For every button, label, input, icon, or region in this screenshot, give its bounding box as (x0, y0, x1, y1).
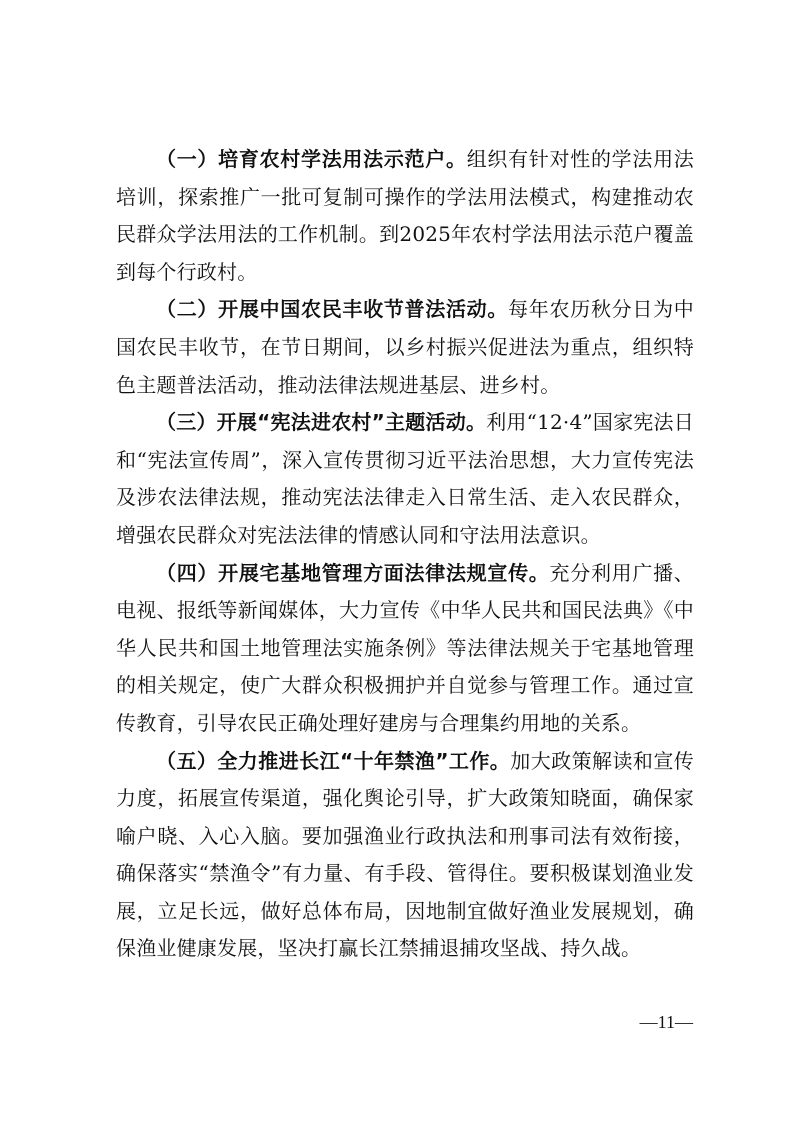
paragraph-1 (116, 141, 694, 291)
paragraph-2-text: 每年农历秋分日为中国农民丰收节，在节日期间，以乡村振兴促进法为重点，组织特色主题普法活动，推动法律法规进基层、进乡村。 (116, 297, 694, 397)
paragraph-1-text: 组织有针对性的学法用法培训，探索推广一批可复制可操作的学法用法模式，构建推动农民群众学法用法的工作机制。到2025年农村学法用法示范户覆盖到每个行政村。 (116, 147, 695, 284)
paragraph-4-text: 充分利用广播、电视、报纸等新闻媒体，大力宣传《中华人民共和国民法典》《中华人民共和国土地管理法实施条例》等法律法规关于宅基地管理的相关规定，使广大群众积极拥护并自觉参与管理工作。通过宣传教育，引导农民正确处理好建房与合理集约用地的关系。 (116, 560, 694, 735)
page-number: —11— (639, 1012, 693, 1032)
paragraph-2 (116, 291, 694, 404)
paragraph-3 (116, 404, 694, 554)
paragraph-2-heading: （二）开展中国农民丰收节普法活动。 (156, 297, 509, 322)
body-text (116, 141, 694, 968)
paragraph-5-text: 加大政策解读和宣传力度，拓展宣传渠道，强化舆论引导，扩大政策知晓面，确保家喻户晓、入心入脑。要加强渔业行政执法和刑事司法有效衔接，确保落实“禁渔令”有力量、有手段、管得住。要积极谋划渔业发展，立足长远，做好总体布局，因地制宜做好渔业发展规划，确保渔业健康发展，坚决打赢长江禁捕退捕攻坚战、持久战。 (116, 748, 694, 961)
paragraph-3-heading: （三）开展“宪法进农村”主题活动。 (156, 410, 487, 435)
paragraph-5 (116, 743, 694, 969)
paragraph-5-heading: （五）全力推进长江“十年禁渔”工作。 (156, 748, 511, 773)
paragraph-4-heading: （四）开展宅基地管理方面法律法规宣传。 (156, 560, 550, 585)
paragraph-4 (116, 555, 694, 743)
paragraph-3-text: 利用“12·4”国家宪法日和“宪法宣传周”，深入宣传贯彻习近平法治思想，大力宣传宪法及涉农法律法规，推动宪法法律走入日常生活、走入农民群众，增强农民群众对宪法法律的情感认同和守法用法意识。 (116, 410, 694, 547)
paragraph-1-heading: （一）培育农村学法用法示范户。 (156, 147, 467, 171)
